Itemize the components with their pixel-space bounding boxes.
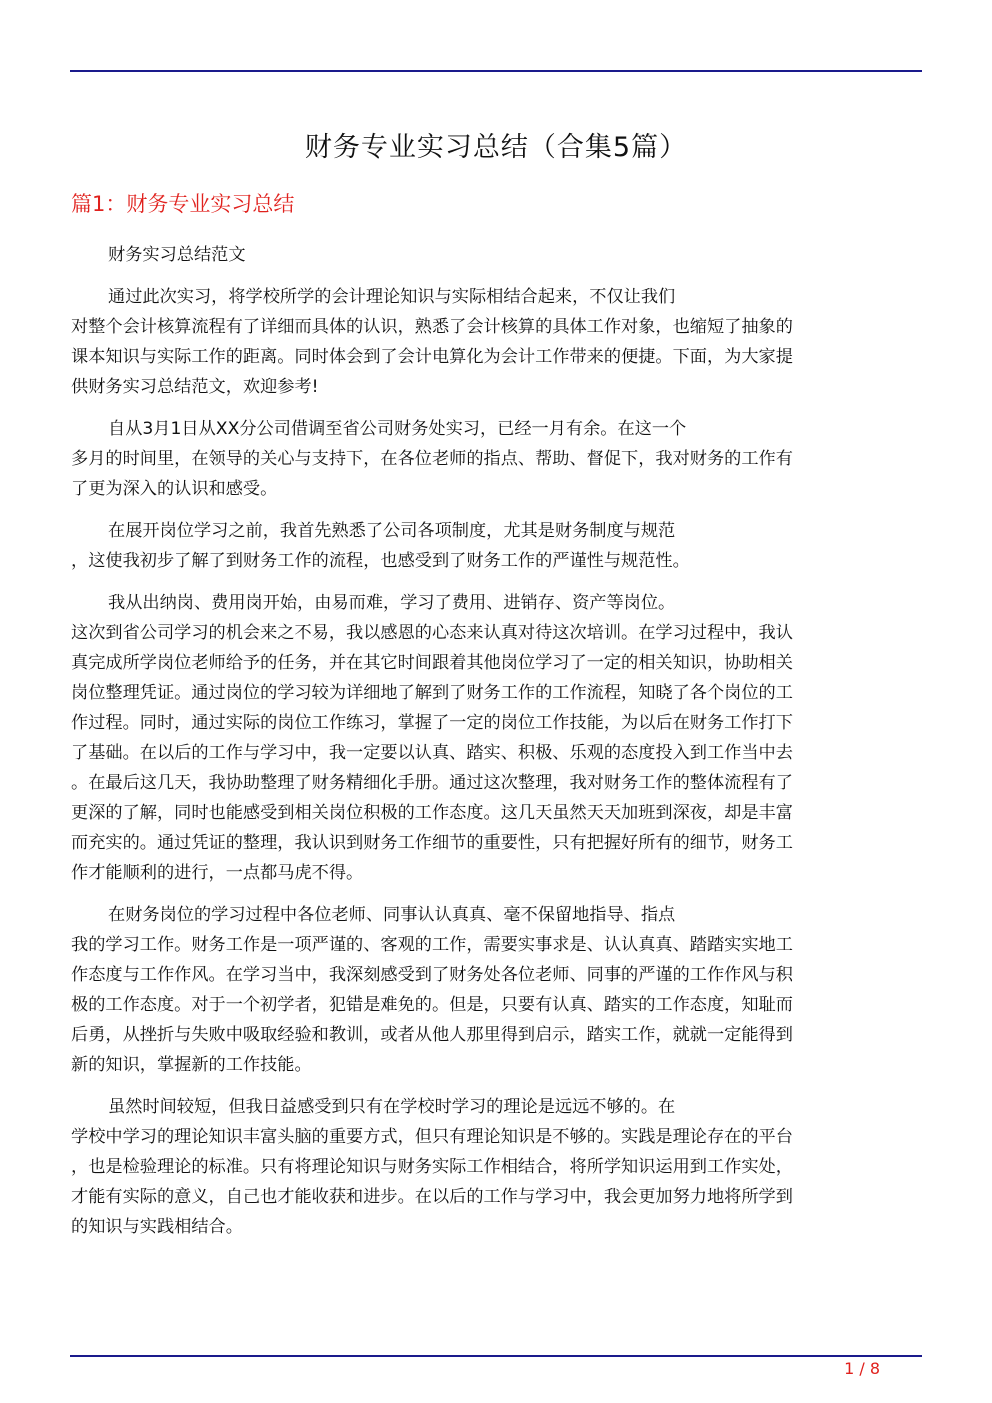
paragraph-line: 的知识与实践相结合。: [71, 1217, 243, 1237]
paragraph-line: 后勇，从挫折与失败中吸取经验和教训，或者从他人那里得到启示，踏实工作，就就一定能得到: [71, 1025, 793, 1045]
paragraph-line: 供财务实习总结范文，欢迎参考!: [71, 377, 319, 397]
paragraph: [71, 588, 913, 888]
paragraph: [71, 516, 913, 576]
document-body: [71, 240, 913, 1254]
paragraph-line: 在财务岗位的学习过程中各位老师、同事认认真真、毫不保留地指导、指点: [108, 905, 676, 925]
footer-rule: [70, 1355, 922, 1357]
paragraph-line: 多月的时间里，在领导的关心与支持下，在各位老师的指点、帮助、督促下，我对财务的工作有: [71, 449, 793, 469]
paragraph-line: 通过此次实习，将学校所学的会计理论知识与实际相结合起来，不仅让我们: [108, 287, 676, 307]
paragraph-line: 我的学习工作。财务工作是一项严谨的、客观的工作，需要实事求是、认认真真、踏踏实实地工: [71, 935, 793, 955]
paragraph-line: 极的工作态度。对于一个初学者，犯错是难免的。但是，只要有认真、踏实的工作态度，知耻而: [71, 995, 793, 1015]
paragraph: [71, 900, 913, 1080]
paragraph: [71, 1092, 913, 1242]
paragraph-line: 自从3月1日从XX分公司借调至省公司财务处实习，已经一月有余。在这一个: [108, 419, 687, 439]
paragraph-line: 。在最后这几天，我协助整理了财务精细化手册。通过这次整理，我对财务工作的整体流程有了: [71, 773, 793, 793]
paragraph-line: 我从出纳岗、费用岗开始，由易而难，学习了费用、进销存、资产等岗位。: [108, 593, 676, 613]
paragraph-line: 作过程。同时，通过实际的岗位工作练习，掌握了一定的岗位工作技能，为以后在财务工作打下: [71, 713, 793, 733]
paragraph-line: 课本知识与实际工作的距离。同时体会到了会计电算化为会计工作带来的便捷。下面，为大家提: [71, 347, 793, 367]
paragraph-line: 才能有实际的意义，自己也才能收获和进步。在以后的工作与学习中，我会更加努力地将所学到: [71, 1187, 793, 1207]
document-title: 财务专业实习总结（合集5篇）: [304, 132, 688, 163]
paragraph-line: 真完成所学岗位老师给予的任务，并在其它时间跟着其他岗位学习了一定的相关知识，协助相关: [71, 653, 793, 673]
paragraph-line: 在展开岗位学习之前，我首先熟悉了公司各项制度，尤其是财务制度与规范: [108, 521, 676, 541]
paragraph-line: 更深的了解，同时也能感受到相关岗位积极的工作态度。这几天虽然天天加班到深夜，却是丰富: [71, 803, 793, 823]
paragraph-line: 对整个会计核算流程有了详细而具体的认识，熟悉了会计核算的具体工作对象，也缩短了抽象的: [71, 317, 793, 337]
paragraph-line: 学校中学习的理论知识丰富头脑的重要方式，但只有理论知识是不够的。实践是理论存在的平台: [71, 1127, 793, 1147]
paragraph-line: 虽然时间较短，但我日益感受到只有在学校时学习的理论是远远不够的。在: [108, 1097, 676, 1117]
paragraph-line: 这次到省公司学习的机会来之不易，我以感恩的心态来认真对待这次培训。在学习过程中，我认: [71, 623, 793, 643]
paragraph-line: 作才能顺利的进行，一点都马虎不得。: [71, 863, 364, 883]
page-number: 1 / 8: [844, 1359, 880, 1378]
paragraph: [71, 282, 913, 402]
paragraph-line: 新的知识，掌握新的工作技能。: [71, 1055, 312, 1075]
header-rule: [70, 70, 922, 72]
paragraph: [71, 240, 913, 270]
paragraph-line: ，这使我初步了解了到财务工作的流程，也感受到了财务工作的严谨性与规范性。: [71, 551, 690, 571]
paragraph-line: ，也是检验理论的标准。只有将理论知识与财务实际工作相结合，将所学知识运用到工作实处，: [71, 1157, 793, 1177]
paragraph-line: 了更为深入的认识和感受。: [71, 479, 278, 499]
paragraph-line: 岗位整理凭证。通过岗位的学习较为详细地了解到了财务工作的工作流程，知晓了各个岗位的工: [71, 683, 793, 703]
paragraph: [71, 414, 913, 504]
paragraph-line: 作态度与工作作风。在学习当中，我深刻感受到了财务处各位老师、同事的严谨的工作作风与积: [71, 965, 793, 985]
paragraph-line: 而充实的。通过凭证的整理，我认识到财务工作细节的重要性，只有把握好所有的细节，财务工: [71, 833, 793, 853]
section-heading: 篇1：财务专业实习总结: [71, 192, 295, 216]
paragraph-line: 财务实习总结范文: [108, 245, 246, 265]
paragraph-line: 了基础。在以后的工作与学习中，我一定要以认真、踏实、积极、乐观的态度投入到工作当中去: [71, 743, 793, 763]
